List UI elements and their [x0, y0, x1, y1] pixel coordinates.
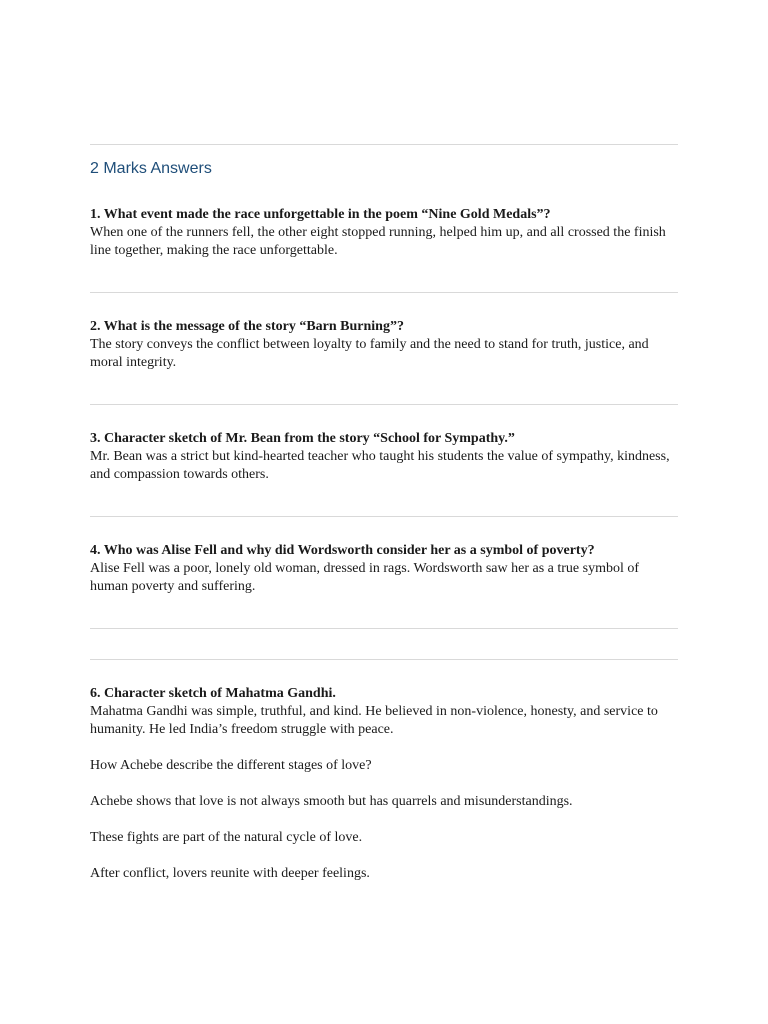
- divider: [90, 659, 678, 660]
- qa-item-4: [90, 542, 680, 596]
- answer-1: When one of the runners fell, the other eight stopped running, helped him up, and all crossed the finish line together, making the race unforgettable.: [90, 225, 666, 258]
- qa-item-3: [90, 430, 680, 484]
- divider: [90, 404, 678, 405]
- answer-4: Alise Fell was a poor, lonely old woman, dressed in rags. Wordsworth saw her as a true symbol of human poverty and suffering.: [90, 561, 640, 594]
- paragraph: After conflict, lovers reunite with deeper feelings.: [90, 866, 370, 881]
- divider: [90, 292, 678, 293]
- qa-item-2: [90, 318, 680, 372]
- paragraph: How Achebe describe the different stages of love?: [90, 758, 372, 773]
- question-2: 2. What is the message of the story “Barn Burning”?: [90, 319, 404, 334]
- paragraph: Achebe shows that love is not always smooth but has quarrels and misunderstandings.: [90, 794, 573, 809]
- divider: [90, 516, 678, 517]
- question-3: 3. Character sketch of Mr. Bean from the story “School for Sympathy.”: [90, 431, 515, 446]
- question-1: 1. What event made the race unforgettable in the poem “Nine Gold Medals”?: [90, 207, 551, 222]
- divider: [90, 144, 678, 145]
- answer-3: Mr. Bean was a strict but kind-hearted teacher who taught his students the value of sympathy, kindness, and compassion towards others.: [90, 449, 670, 482]
- qa-item-1: [90, 206, 680, 260]
- answer-2: The story conveys the conflict between loyalty to family and the need to stand for truth, justice, and moral integrity.: [90, 337, 649, 370]
- divider: [90, 628, 678, 629]
- question-6: 6. Character sketch of Mahatma Gandhi.: [90, 686, 336, 701]
- qa-item-6: [90, 685, 680, 739]
- question-4: 4. Who was Alise Fell and why did Wordsworth consider her as a symbol of poverty?: [90, 543, 595, 558]
- paragraph: These fights are part of the natural cycle of love.: [90, 830, 363, 845]
- section-heading: 2 Marks Answers: [90, 160, 212, 177]
- answer-6: Mahatma Gandhi was simple, truthful, and kind. He believed in non-violence, honesty, and service to humanity. He led India’s freedom struggle with peace.: [90, 704, 658, 737]
